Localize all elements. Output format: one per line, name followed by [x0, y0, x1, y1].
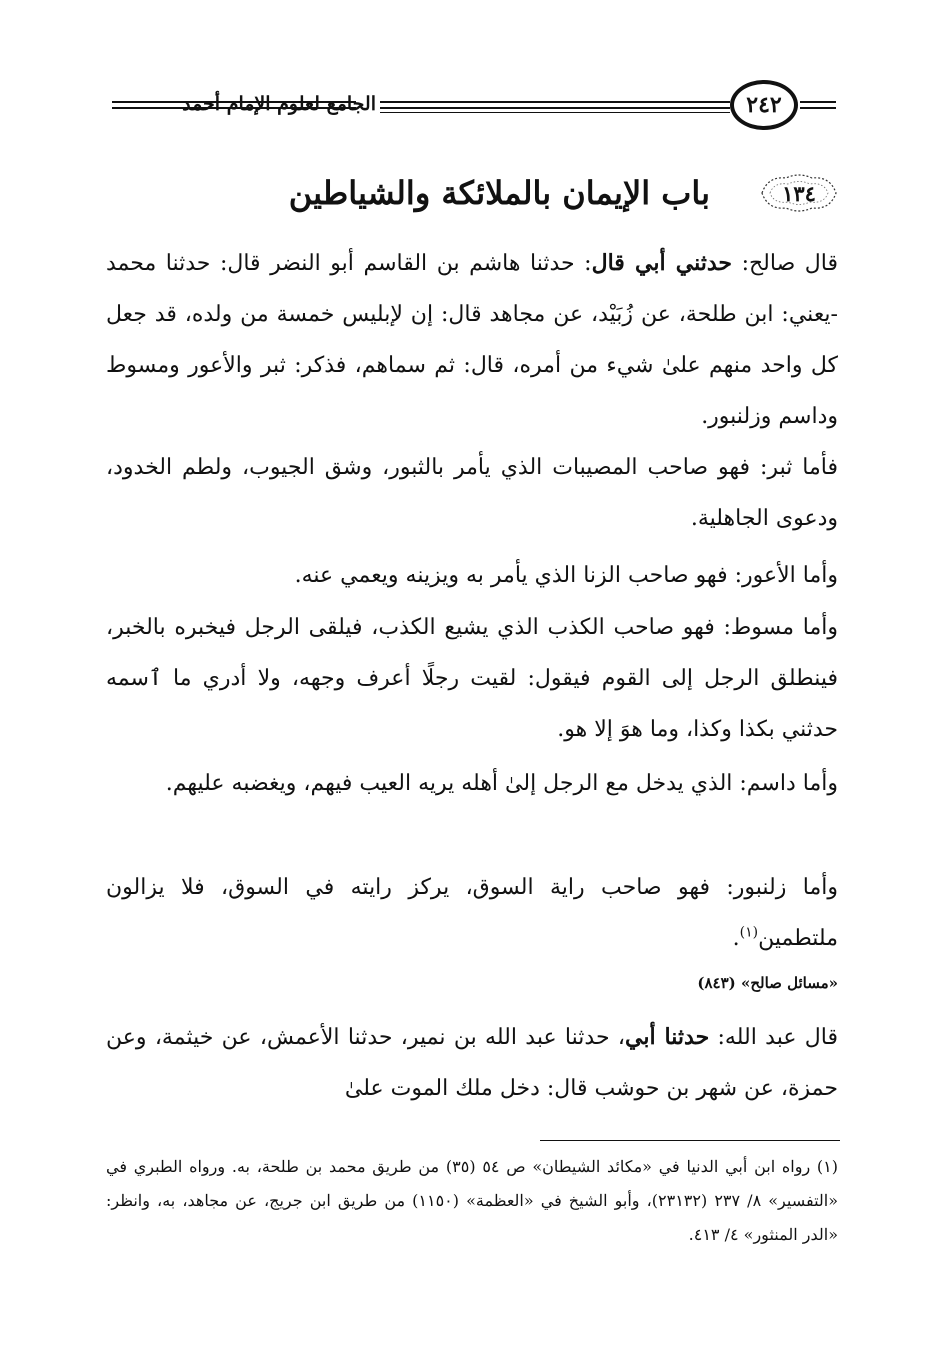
footnote-divider — [540, 1140, 840, 1141]
chapter-number: ١٣٤ — [782, 180, 816, 206]
paragraph-zalanbur: وأما زلنبور: فهو صاحب راية السوق، يركز رايته في السوق، فلا يزالون ملتطمين$^{(١)}$. — [106, 875, 838, 951]
paragraph-thabr: فأما ثبر: فهو صاحب المصيبات الذي يأمر بالثبور، وشق الجيوب، ولطم الخدود، ودعوى الجاهلية. — [106, 455, 838, 531]
chain-bold: حدثني أبي قال — [591, 250, 733, 276]
header-rule-tail — [800, 99, 836, 113]
paragraph-awar: وأما الأعور: فهو صاحب الزنا الذي يأمر به ويزينه ويعمي عنه. — [294, 563, 838, 588]
paragraph-dasim: وأما داسم: الذي يدخل مع الرجل إلىٰ أهله يريه العيب فيهم، ويغضبه عليهم. — [165, 771, 838, 796]
footnote-1: (١) رواه ابن أبي الدنيا في «مكائد الشيطان» ص ٥٤ (٣٥) من طريق محمد بن طلحة، به. ورواه الطبري في «التفسير» ٨/ ٢٣٧ (٢٣١٣٢)، وأبو الشيخ في «العظمة» (١١٥٠) من طريق ابن جريج، عن مجاهد، به، وانظر: «الدر المنثور» ٤/ ٤١٣. — [106, 1157, 839, 1244]
chapter-title: باب الإيمان بالملائكة والشياطين — [288, 174, 710, 212]
paragraph-section2: قال عبد الله: حدثنا أبي، حدثنا عبد الله بن نمير، حدثنا الأعمش، عن خيثمة، وعن حمزة، عن شهر بن حوشب قال: دخل ملك الموت علىٰ — [106, 1024, 838, 1101]
footnote-ref: (١) — [739, 924, 759, 941]
paragraph-maswat: وأما مسوط: فهو صاحب الكذب الذي يشيع الكذب، فيلقى الرجل فيخبره بالخبر، فينطلق الرجل إلى القوم فيقول: لقيت رجلًا أعرف وجهه، ولا أدري ما ٱسمه حدثني بكذا وكذا، وما هوَ إلا هو. — [106, 615, 838, 742]
page-number: ٢٤٢ — [746, 92, 782, 118]
chain-bold: حدثنا أبي — [624, 1024, 710, 1050]
paragraph-intro: قال صالح: حدثني أبي قال: حدثنا هاشم بن القاسم أبو النضر قال: حدثنا محمد -يعني: ابن طلحة، عن زُبَيْد، عن مجاهد قال: إن لإبليس خمسة من ولده، قد جعل كل واحد منهم علىٰ شيء من أمره، قال: ثم سماهم، فذكر: ثبر والأعور ومسوط وداسم وزلنبور. — [106, 250, 839, 429]
chapter-number-badge — [756, 170, 842, 216]
page-number-badge — [730, 80, 798, 130]
header-rule-right — [380, 99, 730, 113]
source-citation: «مسائل صالح» (٨٤٣) — [697, 974, 838, 992]
running-title: الجامع لعلوم الإمام أحمد — [182, 93, 376, 115]
